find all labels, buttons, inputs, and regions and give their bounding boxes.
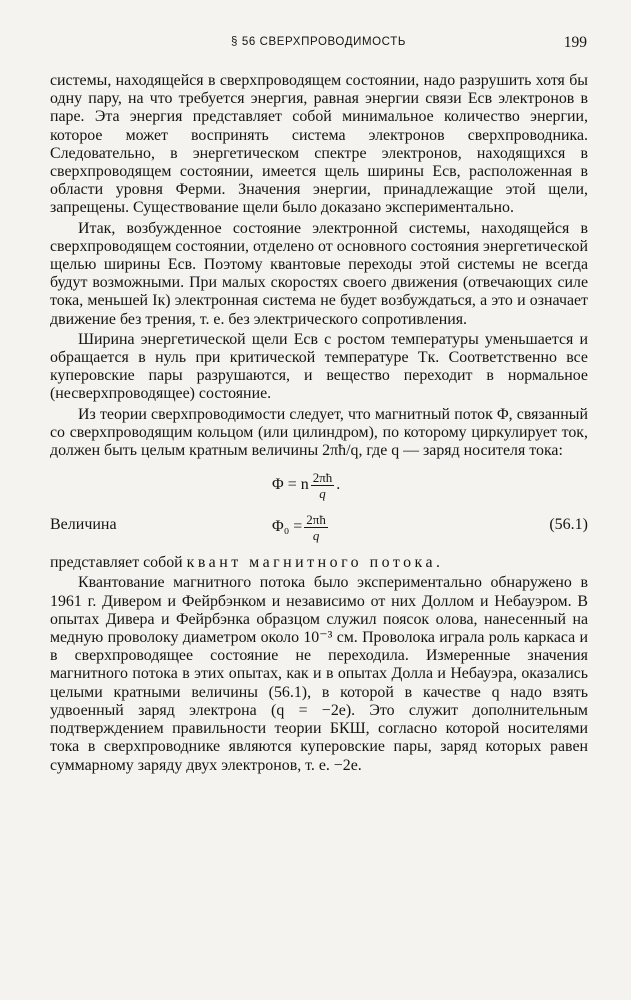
paragraph-2: Итак, возбужденное состояние электронной системы, находящейся в сверхпроводящем состоянии, отделено от основного состояния энергетической щелью ширины Eсв. Поэтому квантовые переходы этой системы не всегда будут возможными. При малых скоростях своего движения (отвечающих силе тока, меньшей Iк) электронная система не будет возбуждаться, а это и означает движение без трения, т. е. без электрического сопротивления. <box>50 219 588 328</box>
formula-quantum-numerator: 2πħ <box>306 511 326 527</box>
formula-quantum-fraction <box>304 512 328 543</box>
formula-flux-fraction <box>311 470 335 501</box>
formula-flux-denominator: q <box>319 485 326 501</box>
page-body <box>50 72 588 775</box>
paragraph-5 <box>50 554 588 572</box>
running-title: § 56 СВЕРХПРОВОДИМОСТЬ <box>231 36 406 48</box>
equation-number: (56.1) <box>549 516 588 534</box>
velichina-label: Величина <box>50 516 117 534</box>
formula-flux-lhs: Φ = n <box>272 476 309 494</box>
formula-quantum-lhs: Φ₀ = <box>272 518 303 536</box>
page-number: 199 <box>563 34 587 51</box>
page-header <box>50 36 587 54</box>
flux-quantum-term: квант магнитного потока. <box>186 554 444 572</box>
paragraph-6: Квантование магнитного потока было экспериментально обнаружено в 1961 г. Дивером и Фейрбэнком и независимо от них Доллом и Небауэром. В опытах Дивера и Фейрбэнка образцом служил поясок олова, нанесенный на медную проволоку диаметром около 10⁻³ см. Проволока играла роль каркаса и в сверхпроводящее состояние не переходила. Измеренные значения магнитного потока в этих опытах, как и в опытах Долла и Небауэра, оказались целыми кратными величины (56.1), в которой в качестве q надо взять удвоенный заряд электрона (q = −2e). Это служит дополнительным подтверждением правильности теории БКШ, согласно которой носителями тока в сверхпроводнике являются куперовские пары, заряд которых равен суммарному заряду двух электронов, т. е. −2e. <box>50 574 588 774</box>
formula-quantum-denominator: q <box>312 527 320 543</box>
paragraph-3: Ширина энергетической щели Eсв с ростом температуры уменьшается и обращается в нуль при критической температуре Tк. Соответственно все куперовские пары разрушаются, и вещество переходит в нормальное (несверхпроводящее) состояние. <box>50 330 588 403</box>
paragraph-4: Из теории сверхпроводимости следует, что магнитный поток Φ, связанный со сверхпроводящим кольцом (или цилиндром), по которому циркулирует ток, должен быть целым кратным величины 2πħ/q, где q — заряд носителя тока: <box>50 405 588 460</box>
paragraph-5-lead: представляет собой <box>50 554 183 572</box>
formula-flux-quantum <box>50 506 588 548</box>
formula-flux-numerator: 2πħ <box>312 469 333 485</box>
paragraph-1: системы, находящейся в сверхпроводящем состоянии, надо разрушить хотя бы одну пару, на что требуется энергия, равная энергии связи Eсв электронов в паре. Эта энергия представляет собой минимальное количество энергии, которое может воспринять система электронов сверхпроводника. Следовательно, в энергетическом спектре электронов, находящихся в сверхпроводящем состоянии, имеется щель ширины Eсв, расположенная в области уровня Ферми. Значения энергии, принадлежащие этой щели, запрещены. Существование щели было доказано экспериментально. <box>50 72 588 217</box>
formula-flux <box>50 464 588 506</box>
formula-flux-end: . <box>336 476 341 494</box>
